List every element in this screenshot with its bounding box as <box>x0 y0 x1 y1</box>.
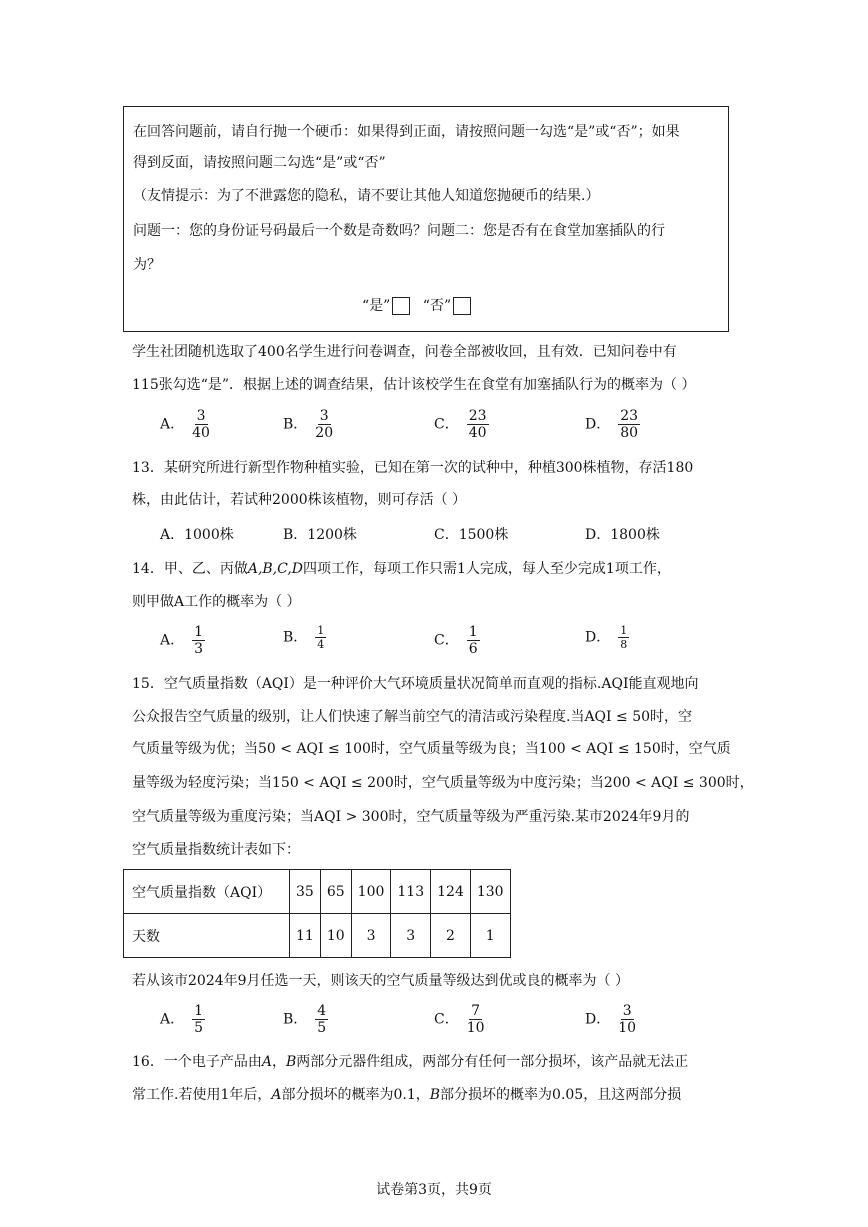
q15-line-5: 空气质量等级为重度污染；当AQI > 300时，空气质量等级为严重污染.某市2024年9月的 <box>132 809 690 825</box>
q15-line-4: 量等级为轻度污染；当150 < AQI ≤ 200时，空气质量等级为中度污染；当200 < AQI ≤ 300时， <box>132 775 754 791</box>
aqi-cell: 100 <box>351 870 391 914</box>
aqi-cell: 35 <box>290 870 321 914</box>
no-label: “否” <box>422 298 452 314</box>
q15-line-2: 公众报告空气质量的级别，让人们快速了解当前空气的清洁或污染程度.当AQI ≤ 50时，空 <box>132 709 693 725</box>
q14-option-d[interactable]: D． $\frac{1}{8}$ <box>585 624 628 651</box>
survey-line-3: （友情提示：为了不泄露您的隐私，请不要让其他人知道您抛硬币的结果.） <box>133 188 600 204</box>
days-cell: 3 <box>351 914 391 958</box>
q12-option-d[interactable]: D． $\frac{23}{80}$ <box>585 408 639 441</box>
aqi-table <box>123 869 511 958</box>
survey-line-2: 得到反面，请按照问题二勾选“是”或“否” <box>133 155 386 171</box>
aqi-cell: 130 <box>470 870 510 914</box>
q14-line-1: 14．甲、乙、丙做A,B,C,D四项工作，每项工作只需1人完成，每人至少完成1项工作， <box>132 561 671 577</box>
q13-option-c[interactable]: C．1500株 <box>434 527 509 543</box>
days-cell: 11 <box>290 914 321 958</box>
no-checkbox[interactable] <box>453 297 471 315</box>
q15-line-6: 空气质量指数统计表如下： <box>132 842 300 858</box>
aqi-row-label: 空气质量指数（AQI） <box>124 870 290 914</box>
yes-label: “是” <box>362 298 391 314</box>
survey-line-5: 为？ <box>133 257 161 273</box>
q15-line-3: 气质量等级为优；当50 < AQI ≤ 100时，空气质量等级为良；当100 < AQI ≤ 150时，空气质 <box>132 741 731 757</box>
answer-row <box>362 296 479 316</box>
q15-option-a[interactable]: A． $\frac{1}{5}$ <box>160 1003 204 1036</box>
q13-line-1: 13．某研究所进行新型作物种植实验，已知在第一次的试种中，种植300株植物，存活180 <box>132 460 694 476</box>
days-cell: 1 <box>470 914 510 958</box>
q15-option-c[interactable]: C． $\frac{7}{10}$ <box>434 1003 485 1036</box>
days-cell: 10 <box>320 914 351 958</box>
q12-line-1: 学生社团随机选取了400名学生进行问卷调查，问卷全部被收回，且有效．已知问卷中有 <box>132 344 677 360</box>
q14-variables: A,B,C,D <box>247 561 304 577</box>
survey-line-4: 问题一：您的身份证号码最后一个数是奇数吗？问题二：您是否有在食堂加塞插队的行 <box>133 223 665 239</box>
q14-option-b[interactable]: B． $\frac{1}{4}$ <box>283 624 325 651</box>
q13-option-b[interactable]: B．1200株 <box>283 527 357 543</box>
aqi-cell: 113 <box>391 870 431 914</box>
q15-line-1: 15．空气质量指数（AQI）是一种评价大气环境质量状况简单而直观的指标.AQI能直观地向 <box>132 676 699 692</box>
yes-checkbox[interactable] <box>392 297 410 315</box>
table-row <box>124 914 511 958</box>
q16-line-2: 常工作.若使用1年后，A部分损坏的概率为0.1，B部分损坏的概率为0.05，且这两部分损 <box>132 1087 682 1103</box>
aqi-cell: 124 <box>431 870 471 914</box>
q14-line-2: 则甲做A工作的概率为（ ） <box>132 594 301 610</box>
q12-option-a[interactable]: A． $\frac{3}{40}$ <box>160 408 210 441</box>
q13-line-2: 株，由此估计，若试种2000株该植物，则可存活（ ） <box>132 492 467 508</box>
days-row-label: 天数 <box>124 914 290 958</box>
q16-line-1: 16．一个电子产品由A，B两部分元器件组成，两部分有任何一部分损坏，该产品就无法正 <box>132 1054 689 1070</box>
days-cell: 2 <box>431 914 471 958</box>
aqi-cell: 65 <box>320 870 351 914</box>
days-cell: 3 <box>391 914 431 958</box>
q15-option-d[interactable]: D． $\frac{3}{10}$ <box>585 1003 637 1036</box>
page-footer: 试卷第3页，共9页 <box>376 1182 492 1198</box>
q15-option-b[interactable]: B． $\frac{4}{5}$ <box>283 1003 327 1036</box>
q12-option-c[interactable]: C． $\frac{23}{40}$ <box>434 408 487 441</box>
q14-option-c[interactable]: C． $\frac{1}{6}$ <box>434 624 478 657</box>
survey-box <box>123 106 729 332</box>
q13-option-a[interactable]: A．1000株 <box>160 527 234 543</box>
q14-option-a[interactable]: A． $\frac{1}{3}$ <box>160 624 204 657</box>
q12-line-2: 115张勾选“是”．根据上述的调查结果，估计该校学生在食堂有加塞插队行为的概率为（ ） <box>132 377 696 393</box>
survey-line-1: 在回答问题前，请自行抛一个硬币：如果得到正面，请按照问题一勾选“是”或“否”；如果 <box>133 124 680 140</box>
table-row <box>124 870 511 914</box>
q12-option-b[interactable]: B． $\frac{3}{20}$ <box>283 408 334 441</box>
q13-option-d[interactable]: D．1800株 <box>585 527 660 543</box>
q15-question: 若从该市2024年9月任选一天，则该天的空气质量等级达到优或良的概率为（ ） <box>132 973 629 989</box>
